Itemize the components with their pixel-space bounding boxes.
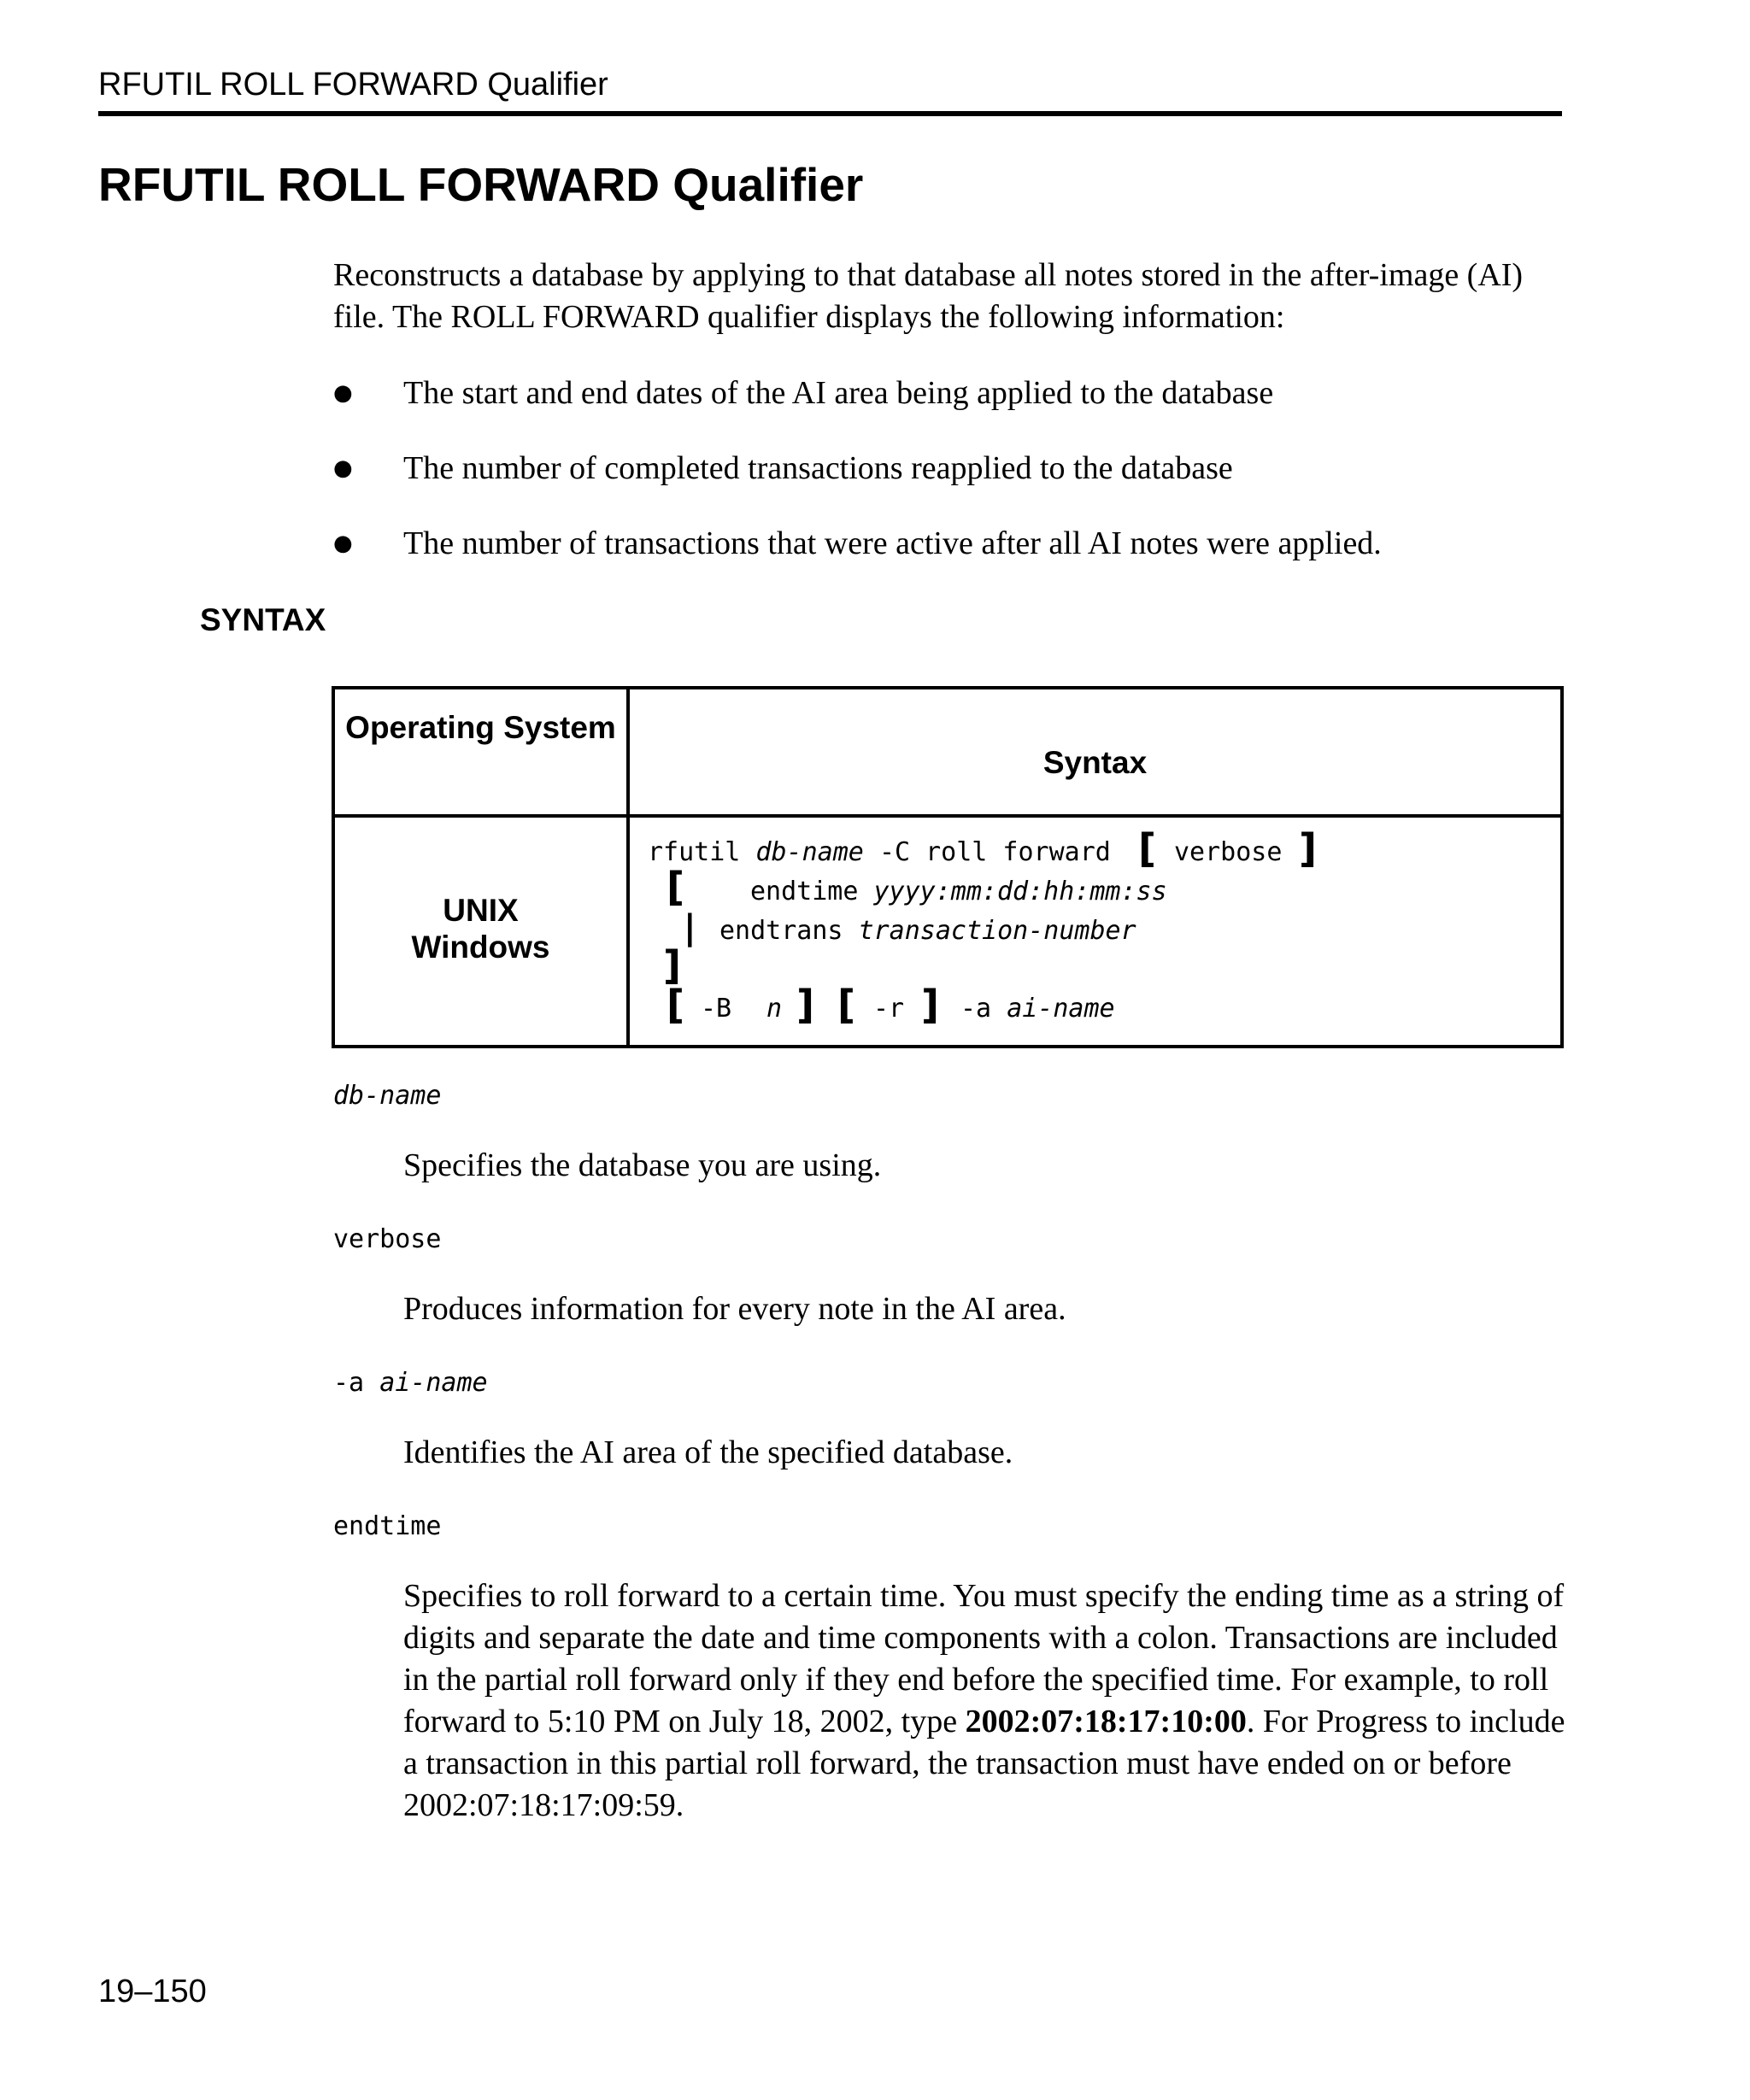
syntax-endtime-value: yyyy:mm:dd:hh:mm:ss: [873, 877, 1167, 906]
syntax-a-value: ai-name: [1007, 994, 1115, 1024]
intro-paragraph: Reconstructs a database by applying to that database all notes stored in the after-image (AI) file. The ROLL FORWARD qualifier displays the following information:: [333, 257, 1524, 335]
table-header-syntax: Syntax: [1042, 745, 1148, 780]
bullet-text: The number of transactions that were active after all AI notes were applied.: [403, 525, 1382, 561]
parameter-term-a: -a ai-name: [333, 1368, 488, 1398]
table-header-operating-system: Operating System: [345, 710, 616, 745]
syntax-db-name: db-name: [755, 837, 864, 867]
syntax-line-command: [648, 837, 1111, 868]
bracket-close-icon: ]: [663, 942, 682, 988]
header-rule: [98, 111, 1562, 116]
parameter-term-db-name: db-name: [333, 1081, 442, 1111]
syntax-a-flag: -a: [960, 994, 992, 1024]
os-unix: UNIX: [443, 893, 519, 928]
parameter-description: Specifies to roll forward to a certain time. You must specify the ending time as a string of digits and separate the date and time components with a colon. Transactions are included in the partial roll forward only if they end before the specified time. For example, to roll forward to 5:10 PM on July 18, 2002, type 2002:07:18:17:10:00. For Progress to include a transaction in this partial roll forward, the transaction must have ended on or before 2002:07:18:17:09:59.: [403, 1578, 1565, 1823]
page-number: 19–150: [98, 1974, 207, 2009]
parameter-description: Identifies the AI area of the specified database.: [403, 1434, 1013, 1470]
syntax-r-flag: -r: [873, 994, 905, 1024]
bullet-icon: ●: [333, 531, 353, 556]
bracket-open-icon: [: [837, 982, 856, 1028]
syntax-table: [332, 686, 1564, 1048]
os-windows: Windows: [411, 930, 550, 965]
bracket-close-icon: ]: [1299, 825, 1318, 871]
syntax-verbose: verbose: [1174, 837, 1283, 867]
syntax-command: rfutil: [648, 837, 741, 867]
bracket-close-icon: ]: [796, 982, 815, 1028]
example-timestamp: 2002:07:18:17:10:00: [965, 1704, 1247, 1739]
page-title: RFUTIL ROLL FORWARD Qualifier: [98, 158, 864, 211]
bullet-text: The number of completed transactions reapplied to the database: [403, 450, 1233, 486]
bracket-open-icon: [: [1138, 825, 1157, 871]
syntax-endtime-line: [750, 877, 1167, 907]
syntax-endtime-keyword: endtime: [750, 877, 859, 906]
section-heading-syntax: SYNTAX: [200, 602, 326, 637]
syntax-endtrans-keyword: endtrans: [719, 916, 843, 946]
bullet-icon: ●: [333, 380, 353, 406]
parameter-description: Specifies the database you are using.: [403, 1147, 882, 1183]
bracket-close-icon: ]: [921, 982, 940, 1028]
syntax-b-value: n: [766, 994, 783, 1024]
table-column-divider: [626, 689, 630, 1045]
syntax-endtrans-line: [719, 916, 1136, 947]
parameter-term-endtime: endtime: [333, 1511, 442, 1541]
table-row-divider: [335, 814, 1560, 818]
syntax-a-line: [960, 994, 1115, 1024]
bracket-open-icon: [: [667, 982, 685, 1028]
syntax-options: -C roll forward: [878, 837, 1111, 867]
syntax-endtrans-value: transaction-number: [858, 916, 1136, 946]
parameter-term-verbose: verbose: [333, 1224, 442, 1254]
table-cell-operating-systems: [335, 892, 626, 965]
running-header: RFUTIL ROLL FORWARD Qualifier: [98, 67, 608, 103]
syntax-b-flag: -B: [701, 994, 732, 1024]
bullet-text: The start and end dates of the AI area being applied to the database: [403, 375, 1274, 411]
bracket-open-icon: [: [667, 864, 685, 910]
bullet-icon: ●: [333, 455, 353, 481]
alternation-bar-icon: |: [684, 908, 696, 947]
parameter-description: Produces information for every note in the AI area.: [403, 1291, 1066, 1327]
